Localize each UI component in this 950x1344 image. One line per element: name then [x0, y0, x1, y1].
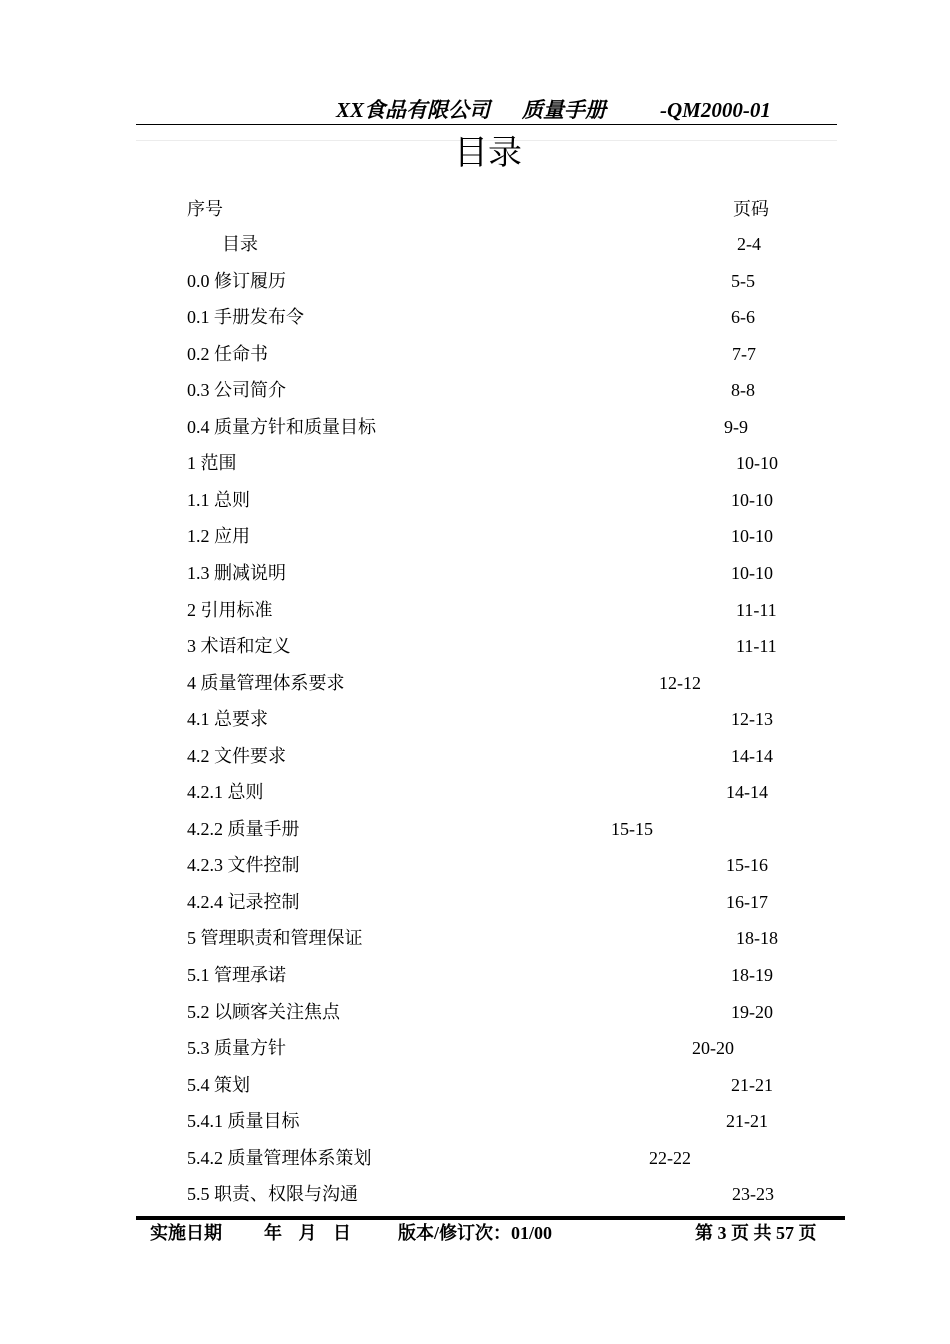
page-title: 目录 [454, 133, 522, 173]
toc-entry-title: 5.4 策划 [187, 1075, 250, 1095]
toc-entry [0, 595, 950, 625]
toc-entry-title: 5.2 以顾客关注焦点 [187, 1002, 340, 1022]
toc-entry-title: 5.3 质量方针 [187, 1038, 286, 1058]
toc-entry-pages: 21-21 [731, 1075, 773, 1095]
toc-entry [0, 302, 950, 332]
toc-entry-pages: 10-10 [731, 563, 773, 583]
toc-entry-pages: 14-14 [726, 782, 768, 802]
toc-entry-title: 1.1 总则 [187, 490, 250, 510]
toc-entry-title: 4 质量管理体系要求 [187, 673, 345, 693]
toc-entry-pages: 21-21 [726, 1111, 768, 1131]
toc-entry [0, 1143, 950, 1173]
toc-entry-pages: 23-23 [732, 1184, 774, 1204]
toc-entry-title: 1.2 应用 [187, 526, 250, 546]
toc-entry-pages: 15-16 [726, 855, 768, 875]
toc-entry-title: 4.2.3 文件控制 [187, 855, 300, 875]
toc-column-header [0, 194, 950, 224]
toc-entry [0, 558, 950, 588]
toc-entry-title: 目录 [222, 234, 258, 254]
toc-entry-pages: 2-4 [737, 234, 761, 254]
header-document-title: 质量手册 [522, 98, 606, 122]
header-company-name: XX食品有限公司 [336, 98, 491, 122]
toc-entry-title: 5 管理职责和管理保证 [187, 928, 363, 948]
toc-entry-pages: 12-12 [659, 673, 701, 693]
toc-entry [0, 741, 950, 771]
toc-entry-title: 0.0 修订履历 [187, 271, 286, 291]
toc-entry-pages: 18-18 [736, 928, 778, 948]
header-document-code: -QM2000-01 [660, 98, 771, 122]
toc-entry [0, 814, 950, 844]
toc-entry-pages: 12-13 [731, 709, 773, 729]
toc-entry-pages: 16-17 [726, 892, 768, 912]
toc-entry [0, 412, 950, 442]
footer-effective-date-label: 实施日期 [150, 1223, 222, 1243]
toc-entry [0, 923, 950, 953]
toc-entry [0, 1106, 950, 1136]
toc-entry [0, 997, 950, 1027]
footer-page-info: 第 3 页 共 57 页 [695, 1223, 817, 1243]
toc-entry [0, 485, 950, 515]
header-divider [136, 124, 837, 125]
toc-entry-title: 4.2.4 记录控制 [187, 892, 300, 912]
toc-entry [0, 521, 950, 551]
toc-entry-title: 4.2.1 总则 [187, 782, 264, 802]
toc-entry [0, 631, 950, 661]
toc-entry [0, 777, 950, 807]
toc-entry-pages: 10-10 [731, 526, 773, 546]
toc-entry-pages: 9-9 [724, 417, 748, 437]
toc-entry [0, 1033, 950, 1063]
toc-entry-pages: 7-7 [732, 344, 756, 364]
toc-entry [0, 887, 950, 917]
toc-entry-pages: 15-15 [611, 819, 653, 839]
toc-entry [0, 339, 950, 369]
toc-entry-pages: 14-14 [731, 746, 773, 766]
toc-entry-title: 0.1 手册发布令 [187, 307, 304, 327]
toc-entry-pages: 20-20 [692, 1038, 734, 1058]
footer-date-fields: 年 月 日 [264, 1223, 351, 1243]
toc-entry-title: 4.2 文件要求 [187, 746, 286, 766]
toc-entry-pages: 18-19 [731, 965, 773, 985]
toc-entry-pages: 11-11 [736, 636, 777, 656]
toc-entry-pages: 5-5 [731, 271, 755, 291]
toc-column-page: 页码 [733, 199, 769, 219]
toc-entry [0, 448, 950, 478]
toc-entry [0, 266, 950, 296]
toc-entry-title: 0.3 公司简介 [187, 380, 286, 400]
toc-entry-pages: 6-6 [731, 307, 755, 327]
toc-entry-title: 0.2 任命书 [187, 344, 268, 364]
toc-entry-title: 2 引用标准 [187, 600, 273, 620]
toc-entry-title: 0.4 质量方针和质量目标 [187, 417, 376, 437]
toc-entry-pages: 10-10 [731, 490, 773, 510]
toc-entry-pages: 8-8 [731, 380, 755, 400]
toc-entry-title: 5.4.1 质量目标 [187, 1111, 300, 1131]
toc-entry-title: 3 术语和定义 [187, 636, 291, 656]
toc-entry [0, 960, 950, 990]
toc-entry [0, 668, 950, 698]
toc-entry-pages: 22-22 [649, 1148, 691, 1168]
toc-entry [0, 375, 950, 405]
toc-entry [0, 1070, 950, 1100]
toc-entry-title: 1.3 删减说明 [187, 563, 286, 583]
toc-column-item: 序号 [187, 199, 223, 219]
toc-entry [0, 850, 950, 880]
toc-entry-title: 4.2.2 质量手册 [187, 819, 300, 839]
toc-entry-title: 1 范围 [187, 453, 237, 473]
toc-entry-title: 5.4.2 质量管理体系策划 [187, 1148, 372, 1168]
toc-entry-title: 5.5 职责、权限与沟通 [187, 1184, 358, 1204]
toc-entry [0, 704, 950, 734]
toc-entry [0, 229, 950, 259]
toc-entry-title: 4.1 总要求 [187, 709, 268, 729]
toc-entry-pages: 10-10 [736, 453, 778, 473]
toc-entry-pages: 11-11 [736, 600, 777, 620]
toc-entry [0, 1179, 950, 1209]
footer-version: 版本/修订次：01/00 [398, 1223, 553, 1243]
toc-entry-pages: 19-20 [731, 1002, 773, 1022]
toc-entry-title: 5.1 管理承诺 [187, 965, 286, 985]
